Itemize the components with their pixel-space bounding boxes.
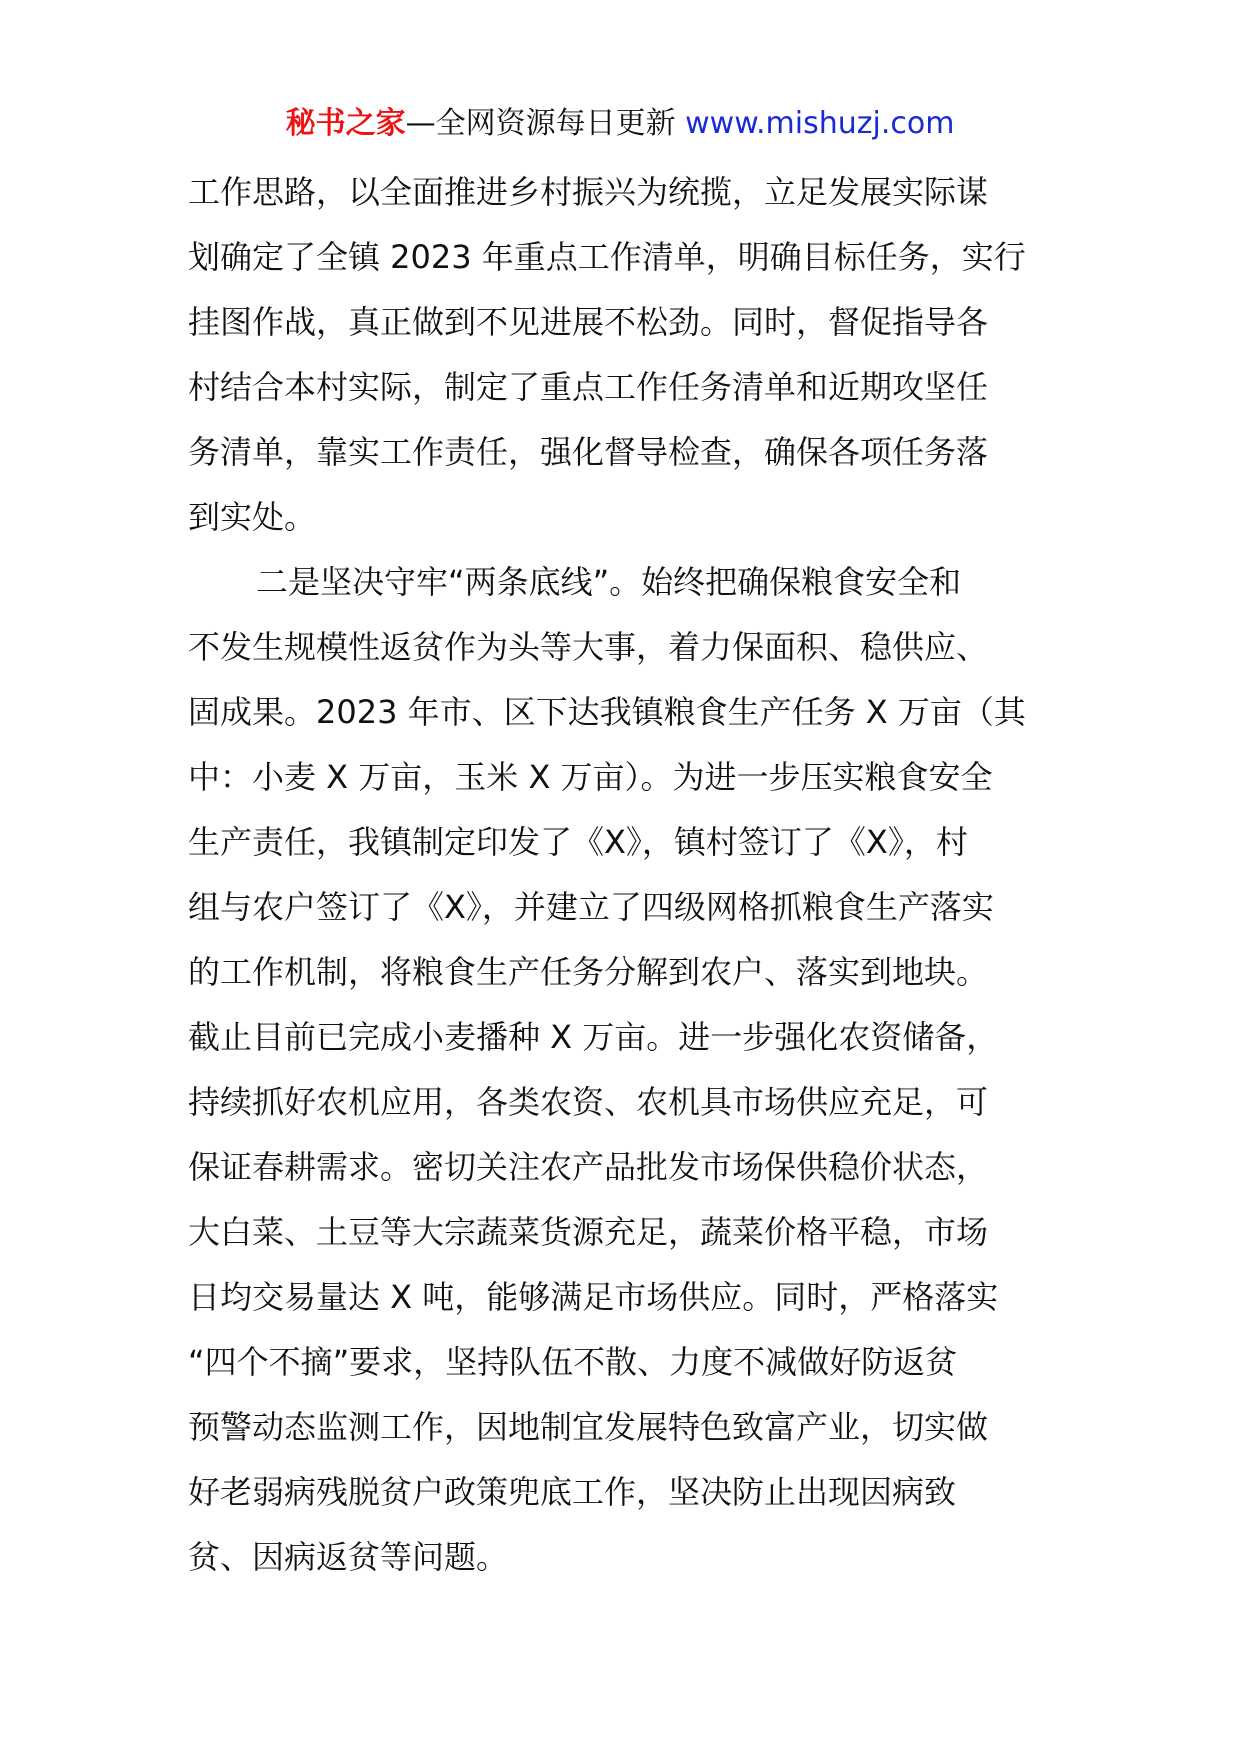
body-line: 务清单，靠实工作责任，强化督导检查，确保各项任务落 — [188, 433, 989, 471]
body-line: 到实处。 — [188, 498, 317, 536]
body-line: 不发生规模性返贫作为头等大事，着力保面积、稳供应、 — [188, 628, 989, 666]
body-line: 工作思路，以全面推进乡村振兴为统揽，立足发展实际谋 — [188, 173, 989, 211]
body-line: 划确定了全镇 2023 年重点工作清单，明确目标任务，实行 — [188, 238, 1026, 276]
header-url-link[interactable]: www.mishuzj.com — [685, 106, 955, 141]
body-line: 挂图作战，真正做到不见进展不松劲。同时，督促指导各 — [188, 303, 989, 341]
body-line: 的工作机制，将粮食生产任务分解到农户、落实到地块。 — [188, 953, 989, 991]
body-line: 预警动态监测工作，因地制宜发展特色致富产业，切实做 — [188, 1408, 989, 1446]
body-line: 中：小麦 X 万亩，玉米 X 万亩）。为进一步压实粮食安全 — [188, 758, 993, 796]
body-line: 生产责任，我镇制定印发了《X》，镇村签订了《X》，村 — [188, 823, 968, 861]
body-line: 持续抓好农机应用，各类农资、农机具市场供应充足，可 — [188, 1083, 989, 1121]
body-line: “四个不摘”要求，坚持队伍不散、力度不减做好防返贫 — [188, 1343, 958, 1381]
body-line: 大白菜、土豆等大宗蔬菜货源充足，蔬菜价格平稳，市场 — [188, 1213, 989, 1251]
document-body — [188, 160, 1054, 1590]
body-line: 保证春耕需求。密切关注农产品批发市场保供稳价状态， — [188, 1148, 989, 1186]
page-header — [0, 102, 1240, 146]
body-line: 贫、因病返贫等问题。 — [188, 1538, 509, 1576]
header-brand: 秘书之家 — [285, 106, 406, 141]
paragraph-heading-line: 二是坚决守牢“两条底线”。始终把确保粮食安全和 — [256, 563, 962, 601]
body-line: 村结合本村实际，制定了重点工作任务清单和近期攻坚任 — [188, 368, 989, 406]
body-line: 好老弱病残脱贫户政策兜底工作，坚决防止出现因病致 — [188, 1473, 957, 1511]
body-line: 固成果。2023 年市、区下达我镇粮食生产任务 X 万亩（其 — [188, 693, 1026, 731]
body-line: 日均交易量达 X 吨，能够满足市场供应。同时，严格落实 — [188, 1278, 999, 1316]
body-line: 组与农户签订了《X》，并建立了四级网格抓粮食生产落实 — [188, 888, 994, 926]
header-tagline: —全网资源每日更新 — [405, 106, 686, 141]
body-line: 截止目前已完成小麦播种 X 万亩。进一步强化农资储备， — [188, 1018, 999, 1056]
